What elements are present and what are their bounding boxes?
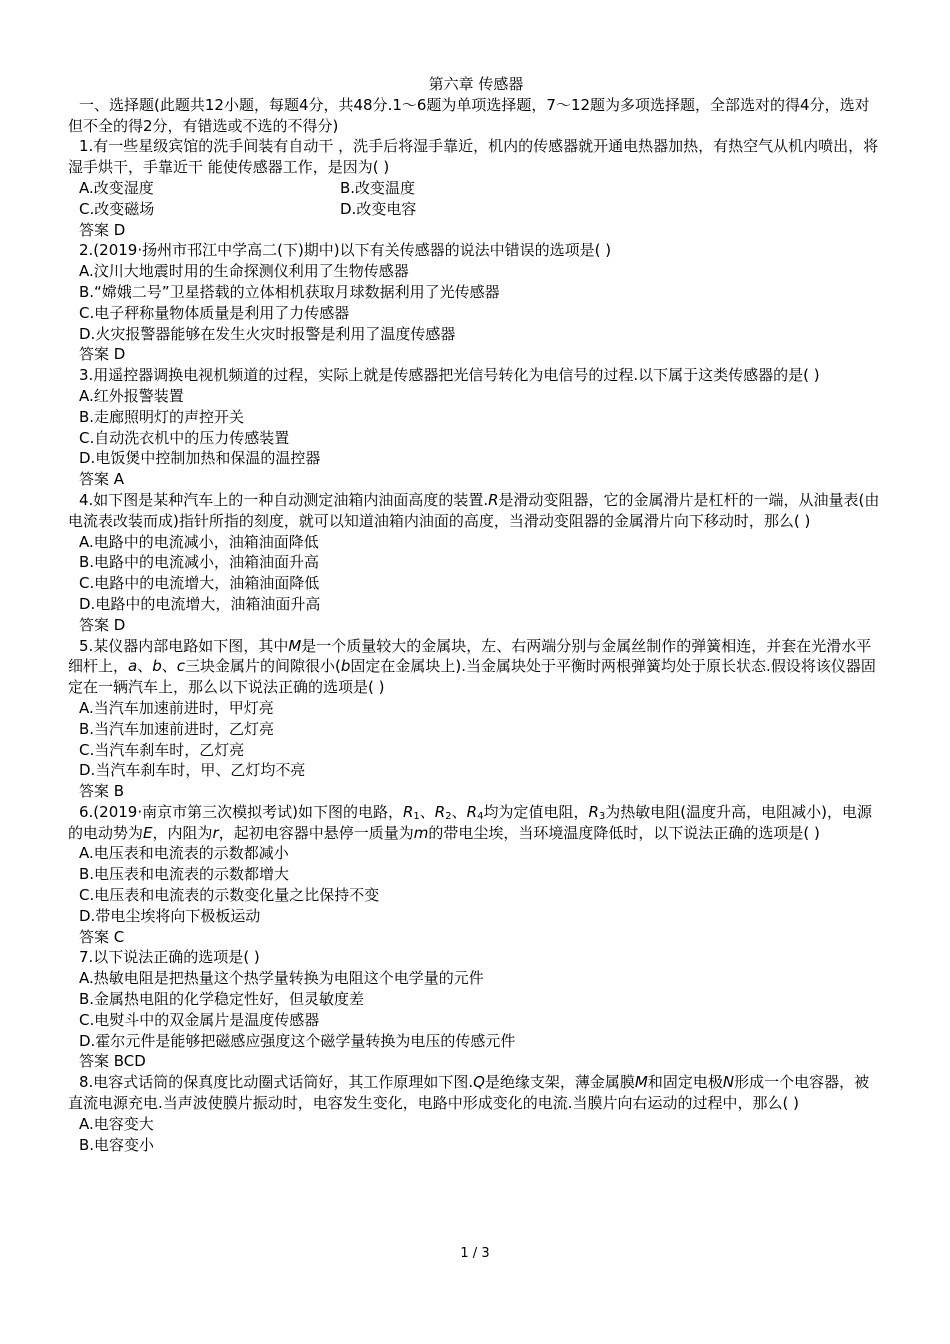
q5-stem: 5.某仪器内部电路如下图，其中M是一个质量较大的金属块，左、右两端分别与金属丝制作的弹簧相连，并套在光滑水平细杆上，a、b、c三块金属片的间隙很小(b固定在金属块上).当金属块处于平衡时两根弹簧均处于原长状态.假设将该仪器固定在一辆汽车上，那么以下说法正确的选项是( ) — [68, 636, 876, 697]
q2-stem: 2.(2019·扬州市邗江中学高二(下)期中)以下有关传感器的说法中错误的选项是( ) — [79, 241, 612, 260]
q8-stem: 8.电容式话筒的保真度比动圈式话筒好，其工作原理如下图.Q是绝缘支架，薄金属膜M和固定电极N形成一个电容器，被直流电源充电.当声波使膜片振动时，电容发生变化，电路中形成变化的电流.当膜片向右运动的过程中，那么( ) — [68, 1073, 870, 1113]
q2-option-c: C.电子秤称量物体质量是利用了力传感器 — [79, 303, 350, 322]
q4-option-b: B.电路中的电流减小，油箱油面升高 — [79, 553, 320, 572]
q1-option-c: C.改变磁场 — [79, 199, 155, 218]
q8-option-a: A.电容变大 — [79, 1114, 154, 1133]
page-number: 1 / 3 — [460, 1246, 490, 1261]
document-page — [68, 74, 884, 1155]
q3-answer: 答案 A — [79, 470, 125, 489]
q5-option-c: C.当汽车刹车时，乙灯亮 — [79, 740, 245, 759]
q1-options-row-1 — [68, 178, 884, 199]
q2-option-a: A.汶川大地震时用的生命探测仪利用了生物传感器 — [79, 262, 409, 281]
q5-option-b: B.当汽车加速前进时，乙灯亮 — [79, 719, 275, 738]
q6-option-a: A.电压表和电流表的示数都减小 — [79, 844, 289, 863]
chapter-title: 第六章 传感器 — [428, 75, 524, 93]
q7-option-c: C.电熨斗中的双金属片是温度传感器 — [79, 1010, 320, 1029]
q7-option-d: D.霍尔元件是能够把磁感应强度这个磁学量转换为电压的传感元件 — [79, 1031, 516, 1050]
q3-option-c: C.自动洗衣机中的压力传感装置 — [79, 428, 290, 447]
q3-option-b: B.走廊照明灯的声控开关 — [79, 407, 245, 426]
q7-option-b: B.金属热电阻的化学稳定性好，但灵敏度差 — [79, 990, 365, 1009]
q5-answer: 答案 B — [79, 782, 125, 801]
q1-stem: 1.有一些星级宾馆的洗手间装有自动干 ，洗手后将湿手靠近，机内的传感器就开通电热器加热，有热空气从机内喷出，将湿手烘干，手靠近干 能使传感器工作，是因为( ) — [68, 137, 879, 177]
q1-option-a: A.改变湿度 — [79, 178, 154, 197]
q3-stem: 3.用遥控器调换电视机频道的过程，实际上就是传感器把光信号转化为电信号的过程.以下属于这类传感器的是( ) — [79, 366, 820, 385]
q6-option-d: D.带电尘埃将向下极板运动 — [79, 906, 261, 925]
q6-option-c: C.电压表和电流表的示数变化量之比保持不变 — [79, 886, 380, 905]
q5-option-d: D.当汽车刹车时，甲、乙灯均不亮 — [79, 761, 306, 780]
q2-option-b: B.“嫦娥二号”卫星搭载的立体相机获取月球数据利用了光传感器 — [79, 282, 500, 301]
q4-option-a: A.电路中的电流减小，油箱油面降低 — [79, 532, 319, 551]
q3-option-d: D.电饭煲中控制加热和保温的温控器 — [79, 449, 321, 468]
q8-option-b: B.电容变小 — [79, 1135, 155, 1154]
section-intro: 一、选择题(此题共12小题，每题4分，共48分.1～6题为单项选择题，7～12题为多项选择题，全部选对的得4分，选对但不全的得2分，有错选或不选的不得分) — [68, 95, 870, 135]
q6-stem: 6.(2019·南京市第三次模拟考试)如下图的电路，$R_1$、$R_2$、$R_4$均为定值电阻，$R_3$为热敏电阻(温度升高，电阻减小)，电源的电动势为E，内阻为r，起初电容器中悬停一质量为m的带电尘埃，当环境温度降低时，以下说法正确的选项是( ) — [68, 802, 872, 842]
q2-option-d: D.火灾报警器能够在发生火灾时报警是利用了温度传感器 — [79, 324, 456, 343]
q4-stem: 4.如下图是某种汽车上的一种自动测定油箱内油面高度的装置.R是滑动变阻器，它的金属滑片是杠杆的一端，从油量表(由电流表改装而成)指针所指的刻度，就可以知道油箱内油面的高度，当滑动变阻器的金属滑片向下移动时，那么( ) — [68, 490, 880, 530]
q7-option-a: A.热敏电阻是把热量这个热学量转换为电阻这个电学量的元件 — [79, 969, 484, 988]
q1-option-d: D.改变电容 — [340, 199, 417, 218]
q2-answer: 答案 D — [79, 345, 126, 364]
q1-option-b: B.改变温度 — [340, 178, 416, 197]
q1-options-row-2 — [68, 199, 884, 220]
q4-option-d: D.电路中的电流增大，油箱油面升高 — [79, 594, 321, 613]
q4-answer: 答案 D — [79, 615, 126, 634]
q1-answer: 答案 D — [79, 220, 126, 239]
q5-option-a: A.当汽车加速前进时，甲灯亮 — [79, 698, 274, 717]
q7-answer: 答案 BCD — [79, 1052, 146, 1071]
q4-option-c: C.电路中的电流增大，油箱油面降低 — [79, 574, 320, 593]
q3-option-a: A.红外报警装置 — [79, 386, 184, 405]
q6-answer: 答案 C — [79, 927, 125, 946]
q6-option-b: B.电压表和电流表的示数都增大 — [79, 865, 290, 884]
q7-stem: 7.以下说法正确的选项是( ) — [79, 948, 260, 967]
